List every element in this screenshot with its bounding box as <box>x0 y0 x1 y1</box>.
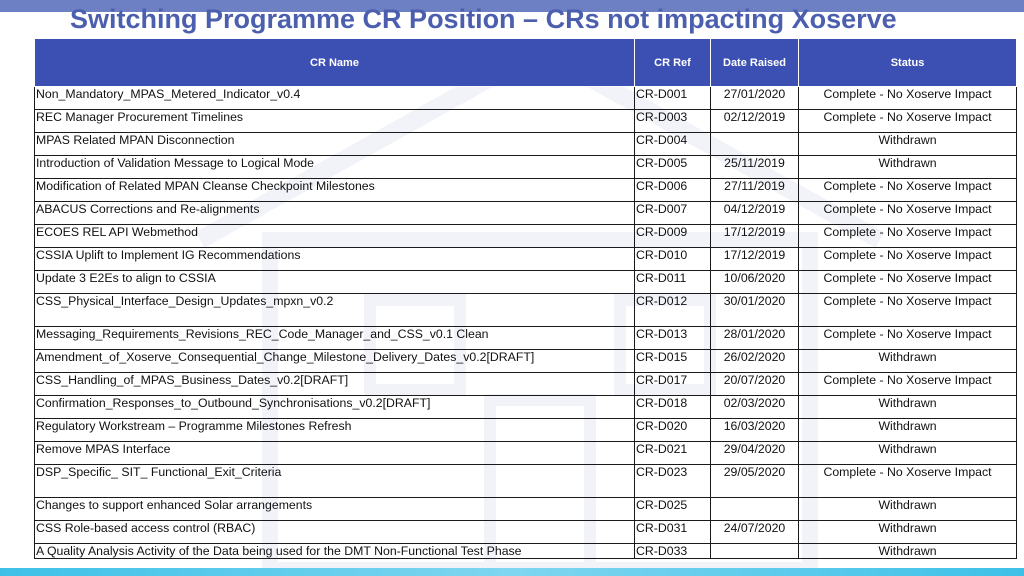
cell-cr-name: ABACUS Corrections and Re-alignments <box>35 202 635 225</box>
cell-status: Withdrawn <box>799 544 1017 559</box>
cell-status: Withdrawn <box>799 498 1017 521</box>
cell-status: Complete - No Xoserve Impact <box>799 294 1017 327</box>
cell-status: Withdrawn <box>799 521 1017 544</box>
cell-date-raised: 29/05/2020 <box>711 465 799 498</box>
table-row <box>35 179 1017 202</box>
table-row <box>35 350 1017 373</box>
header-cr-name: CR Name <box>35 39 635 87</box>
cell-cr-name: ECOES REL API Webmethod <box>35 225 635 248</box>
cell-cr-name: CSS Role-based access control (RBAC) <box>35 521 635 544</box>
cell-cr-name: Confirmation_Responses_to_Outbound_Synchronisations_v0.2[DRAFT] <box>35 396 635 419</box>
table-row <box>35 110 1017 133</box>
cell-cr-ref: CR-D021 <box>635 442 711 465</box>
cell-date-raised <box>711 133 799 156</box>
cell-cr-name: Amendment_of_Xoserve_Consequential_Change_Milestone_Delivery_Dates_v0.2[DRAFT] <box>35 350 635 373</box>
cell-cr-ref: CR-D018 <box>635 396 711 419</box>
cell-cr-ref: CR-D012 <box>635 294 711 327</box>
cell-status: Complete - No Xoserve Impact <box>799 373 1017 396</box>
cell-cr-name: Update 3 E2Es to align to CSSIA <box>35 271 635 294</box>
cell-date-raised <box>711 544 799 559</box>
table-row <box>35 327 1017 350</box>
cell-cr-ref: CR-D004 <box>635 133 711 156</box>
cell-cr-name: Introduction of Validation Message to Logical Mode <box>35 156 635 179</box>
cell-cr-ref: CR-D009 <box>635 225 711 248</box>
cell-cr-name: CSSIA Uplift to Implement IG Recommendations <box>35 248 635 271</box>
table-row <box>35 225 1017 248</box>
cell-date-raised: 28/01/2020 <box>711 327 799 350</box>
cr-table <box>34 38 1017 559</box>
bottom-accent-bar <box>0 568 1024 576</box>
cell-cr-ref: CR-D015 <box>635 350 711 373</box>
cell-status: Withdrawn <box>799 396 1017 419</box>
table-row <box>35 156 1017 179</box>
table-row <box>35 294 1017 327</box>
cell-cr-name: Regulatory Workstream – Programme Milestones Refresh <box>35 419 635 442</box>
cell-cr-ref: CR-D001 <box>635 87 711 110</box>
cell-cr-name: CSS_Physical_Interface_Design_Updates_mpxn_v0.2 <box>35 294 635 327</box>
table-row <box>35 87 1017 110</box>
cell-status: Complete - No Xoserve Impact <box>799 327 1017 350</box>
header-cr-ref: CR Ref <box>635 39 711 87</box>
cell-date-raised: 17/12/2019 <box>711 248 799 271</box>
cell-date-raised: 02/12/2019 <box>711 110 799 133</box>
cell-status: Complete - No Xoserve Impact <box>799 202 1017 225</box>
cell-status: Complete - No Xoserve Impact <box>799 110 1017 133</box>
cell-date-raised <box>711 498 799 521</box>
table-row <box>35 202 1017 225</box>
cell-cr-ref: CR-D006 <box>635 179 711 202</box>
cell-status: Complete - No Xoserve Impact <box>799 465 1017 498</box>
cell-cr-name: DSP_Specific_ SIT_ Functional_Exit_Criteria <box>35 465 635 498</box>
cell-date-raised: 27/11/2019 <box>711 179 799 202</box>
table-header-row <box>35 39 1017 87</box>
table-row <box>35 465 1017 498</box>
cell-cr-ref: CR-D025 <box>635 498 711 521</box>
table-row <box>35 544 1017 559</box>
cell-date-raised: 26/02/2020 <box>711 350 799 373</box>
cell-status: Complete - No Xoserve Impact <box>799 87 1017 110</box>
cell-cr-name: CSS_Handling_of_MPAS_Business_Dates_v0.2[DRAFT] <box>35 373 635 396</box>
table-row <box>35 442 1017 465</box>
table-row <box>35 419 1017 442</box>
cell-cr-ref: CR-D031 <box>635 521 711 544</box>
cell-date-raised: 16/03/2020 <box>711 419 799 442</box>
cell-cr-ref: CR-D007 <box>635 202 711 225</box>
cell-date-raised: 25/11/2019 <box>711 156 799 179</box>
cell-date-raised: 24/07/2020 <box>711 521 799 544</box>
cell-status: Withdrawn <box>799 133 1017 156</box>
table-body <box>35 87 1017 559</box>
cell-cr-ref: CR-D013 <box>635 327 711 350</box>
cell-cr-name: Messaging_Requirements_Revisions_REC_Code_Manager_and_CSS_v0.1 Clean <box>35 327 635 350</box>
cell-status: Complete - No Xoserve Impact <box>799 248 1017 271</box>
cell-status: Withdrawn <box>799 419 1017 442</box>
cell-cr-ref: CR-D010 <box>635 248 711 271</box>
table-row <box>35 498 1017 521</box>
cell-date-raised: 04/12/2019 <box>711 202 799 225</box>
cell-date-raised: 17/12/2019 <box>711 225 799 248</box>
cell-cr-name: REC Manager Procurement Timelines <box>35 110 635 133</box>
cell-status: Complete - No Xoserve Impact <box>799 179 1017 202</box>
cell-status: Complete - No Xoserve Impact <box>799 271 1017 294</box>
cell-status: Withdrawn <box>799 156 1017 179</box>
table-row <box>35 521 1017 544</box>
cell-status: Withdrawn <box>799 442 1017 465</box>
cell-cr-name: A Quality Analysis Activity of the Data being used for the DMT Non-Functional Test Phase <box>35 544 635 559</box>
cell-cr-name: Non_Mandatory_MPAS_Metered_Indicator_v0.4 <box>35 87 635 110</box>
cell-cr-ref: CR-D005 <box>635 156 711 179</box>
table-row <box>35 248 1017 271</box>
cell-cr-ref: CR-D023 <box>635 465 711 498</box>
cell-status: Complete - No Xoserve Impact <box>799 225 1017 248</box>
header-date-raised: Date Raised <box>711 39 799 87</box>
cell-date-raised: 20/07/2020 <box>711 373 799 396</box>
table-row <box>35 373 1017 396</box>
cell-cr-name: Modification of Related MPAN Cleanse Checkpoint Milestones <box>35 179 635 202</box>
cell-cr-name: Changes to support enhanced Solar arrangements <box>35 498 635 521</box>
cell-cr-ref: CR-D017 <box>635 373 711 396</box>
cell-date-raised: 02/03/2020 <box>711 396 799 419</box>
cell-cr-name: Remove MPAS Interface <box>35 442 635 465</box>
header-status: Status <box>799 39 1017 87</box>
page-title: Switching Programme CR Position – CRs not impacting Xoserve <box>70 4 897 34</box>
cell-date-raised: 10/06/2020 <box>711 271 799 294</box>
cell-cr-name: MPAS Related MPAN Disconnection <box>35 133 635 156</box>
cell-date-raised: 30/01/2020 <box>711 294 799 327</box>
table-row <box>35 271 1017 294</box>
cell-cr-ref: CR-D033 <box>635 544 711 559</box>
cell-status: Withdrawn <box>799 350 1017 373</box>
cell-cr-ref: CR-D011 <box>635 271 711 294</box>
cell-cr-ref: CR-D003 <box>635 110 711 133</box>
cell-date-raised: 29/04/2020 <box>711 442 799 465</box>
cell-date-raised: 27/01/2020 <box>711 87 799 110</box>
table-row <box>35 396 1017 419</box>
table-row <box>35 133 1017 156</box>
cell-cr-ref: CR-D020 <box>635 419 711 442</box>
